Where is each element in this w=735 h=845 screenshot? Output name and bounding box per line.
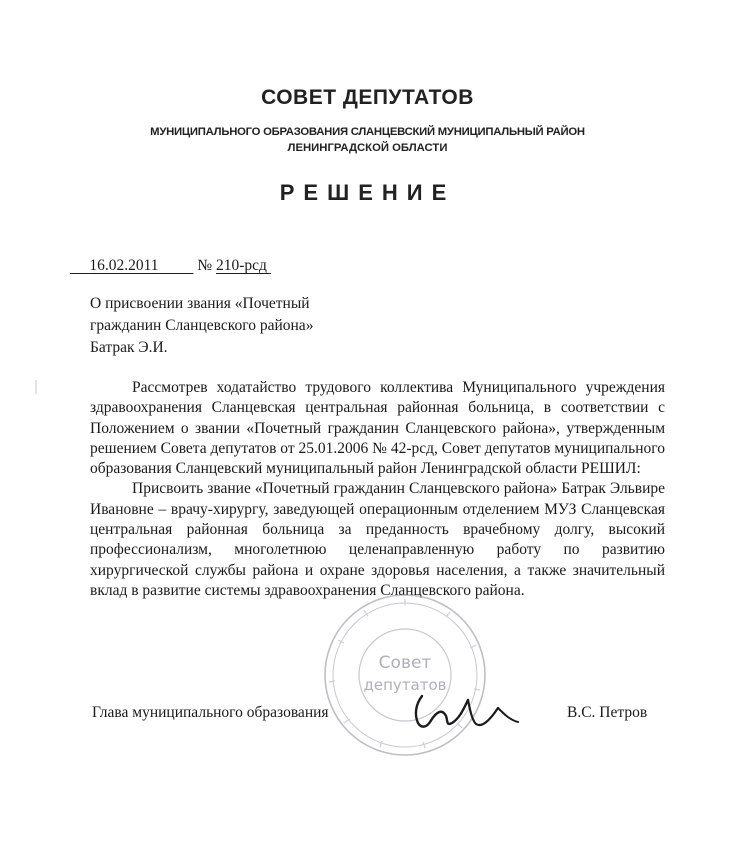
handwritten-signature [408,690,528,732]
body-paragraph-1: Рассмотрев ходатайство трудового коллектива Муниципального учреждения здравоохранения Сланцевская центральная районная больница, в соответствии с Положением о звании «Почетный гражданин Сланцевского района», утвержденным решением Совета депутатов от 25.01.2006 № 42-рсд, Совет депутатов муниципального образования Сланцевский муниципальный район Ленинградской области РЕШИЛ: [90,379,665,478]
decision-number: 210-рсд [215,257,267,274]
date-underline-tail [159,257,194,274]
decision-date: 16.02.2011 [89,257,159,274]
date-number-line [70,257,271,275]
subject-line-2: гражданин Сланцевского района» [90,317,314,334]
margin-mark [34,380,38,394]
municipality-line: МУНИЦИПАЛЬНОГО ОБРАЗОВАНИЯ СЛАНЦЕВСКИЙ МУНИЦИПАЛЬНЫЙ РАЙОН [150,126,585,138]
region-line: ЛЕНИНГРАДСКОЙ ОБЛАСТИ [287,142,448,154]
date-underline-lead [70,257,89,274]
decision-body [90,378,665,601]
signatory-role: Глава муниципального образования [92,704,329,721]
stamp-text-line-1: Совет [378,653,432,673]
number-sign: № [197,257,213,274]
stamp-text-line-2: депутатов [363,676,447,694]
decision-subject [90,293,313,359]
council-title: СОВЕТ ДЕПУТАТОВ [261,86,474,109]
body-paragraph-2: Присвоить звание «Почетный гражданин Сланцевского района» Батрак Эльвире Ивановне – врачу-хирургу, заведующей операционным отделением МУЗ Сланцевская центральная районная больница за преданность врачебному долгу, высокий профессионализм, многолетнюю целенаправленную работу по развитию хирургической службы района и охране здоровья населения, а также значительный вклад в развитие системы здравоохранения Сланцевского района. [90,480,665,599]
subject-line-1: О присвоении звания «Почетный [90,295,310,312]
document-kind-heading: РЕШЕНИЕ [279,180,456,205]
subject-line-3: Батрак Э.И. [90,339,168,356]
council-stamp-seal [320,590,490,760]
number-underline-tail [267,257,271,274]
signatory-name: В.С. Петров [567,704,648,721]
